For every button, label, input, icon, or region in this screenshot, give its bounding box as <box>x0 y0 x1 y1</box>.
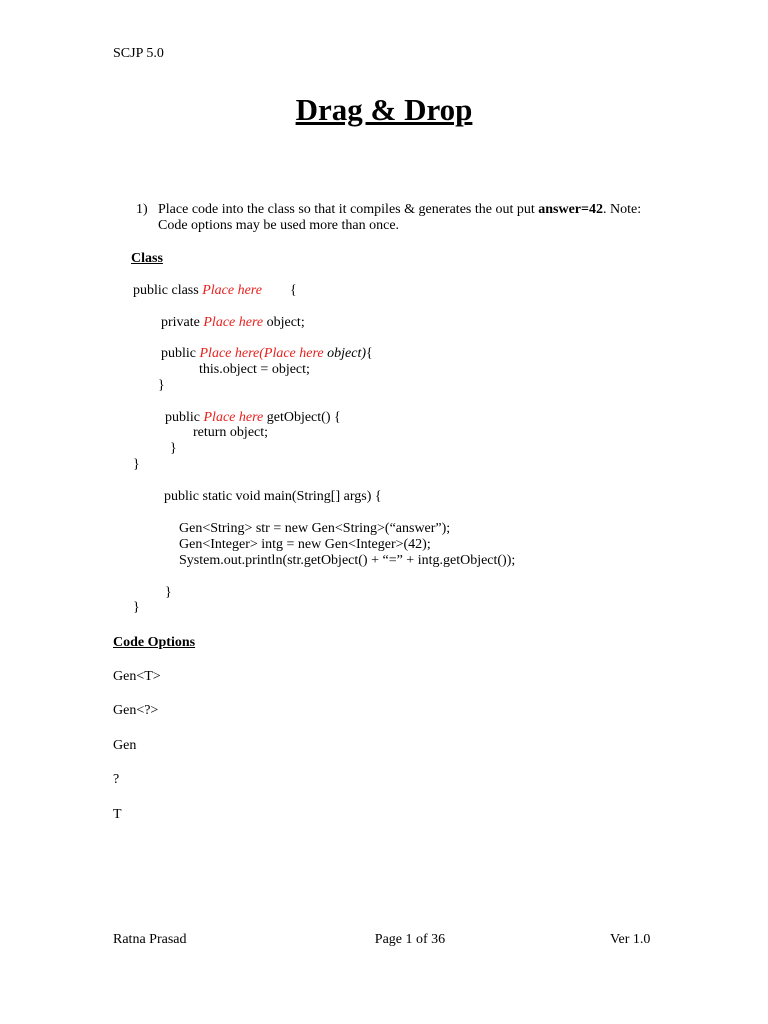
drop-target-constructor-name[interactable]: Place here <box>199 346 260 361</box>
code-option-gen-wildcard[interactable]: Gen<?> <box>113 703 159 718</box>
code-option-t[interactable]: T <box>113 807 122 822</box>
code-option-gen[interactable]: Gen <box>113 738 137 753</box>
code-line-3-prefix: public <box>161 346 200 361</box>
code-line-1-suffix: { <box>289 283 297 298</box>
question-text <box>158 202 641 218</box>
code-line-12: Gen<Integer> intg = new Gen<Integer>(42); <box>179 537 431 552</box>
code-line-1 <box>133 283 297 299</box>
code-options-heading: Code Options <box>113 635 196 650</box>
code-line-15: } <box>133 600 140 615</box>
code-option-wildcard[interactable]: ? <box>113 772 120 787</box>
question-number: 1) <box>136 202 148 217</box>
question-text-line2: Code options may be used more than once. <box>158 218 400 233</box>
code-line-11: Gen<String> str = new Gen<String>(“answer”); <box>179 521 451 536</box>
code-line-3 <box>161 346 373 362</box>
drop-target-field-type[interactable]: Place here <box>203 315 264 330</box>
question-text-after: . Note: <box>603 202 642 217</box>
code-line-13: System.out.println(str.getObject() + “=” + intg.getObject()); <box>179 553 516 568</box>
code-line-1-prefix: public class <box>133 283 203 298</box>
header-course: SCJP 5.0 <box>113 46 164 61</box>
code-option-gen-t[interactable]: Gen<T> <box>113 669 161 684</box>
code-line-3-param: object) <box>323 346 367 361</box>
code-line-9: } <box>133 457 140 472</box>
code-line-7: return object; <box>193 425 269 440</box>
code-line-2-suffix: object; <box>263 315 305 330</box>
code-line-6 <box>165 410 341 426</box>
code-line-3-open-paren: ( <box>259 346 264 361</box>
question-answer: answer=42 <box>538 202 603 217</box>
drop-target-param-type[interactable]: Place here <box>263 346 324 361</box>
footer-version: Ver 1.0 <box>610 932 651 947</box>
code-line-8: } <box>170 441 177 456</box>
code-line-10: public static void main(String[] args) { <box>164 489 382 504</box>
footer-author: Ratna Prasad <box>113 932 187 947</box>
question-text-before: Place code into the class so that it compiles & generates the out put <box>158 202 539 217</box>
code-line-5: } <box>158 378 165 393</box>
code-line-2 <box>161 315 305 331</box>
drop-target-return-type[interactable]: Place here <box>203 410 264 425</box>
drop-target-class-type[interactable]: Place here <box>202 283 262 298</box>
code-line-4: this.object = object; <box>199 362 310 377</box>
code-line-6-prefix: public <box>165 410 204 425</box>
code-line-6-suffix: getObject() { <box>263 410 341 425</box>
class-heading: Class <box>131 251 163 266</box>
code-line-2-prefix: private <box>161 315 204 330</box>
code-line-3-brace: { <box>366 346 373 361</box>
footer-page-number: Page 1 of 36 <box>374 932 446 947</box>
code-line-14: } <box>165 585 172 600</box>
page-title: Drag & Drop <box>295 92 473 127</box>
